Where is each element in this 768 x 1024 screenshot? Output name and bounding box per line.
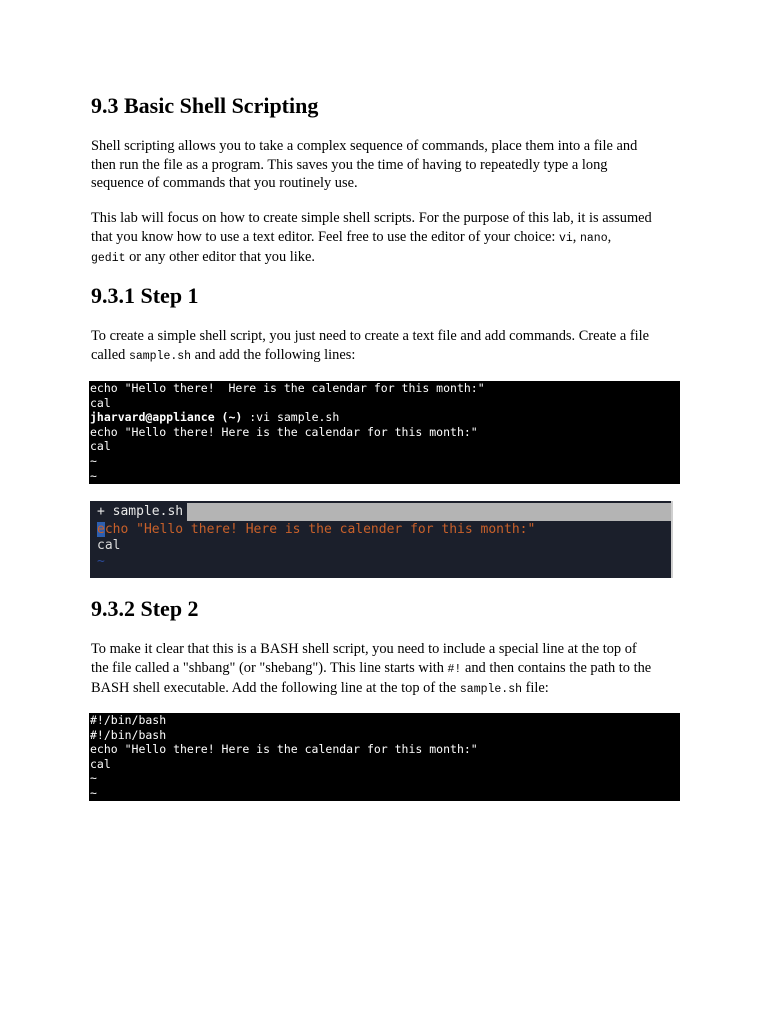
- editor-line: [97, 521, 535, 538]
- intro-paragraph: [91, 137, 681, 193]
- code-filename: sample.sh: [459, 683, 523, 696]
- terminal-line: cal: [90, 756, 111, 771]
- paragraph-line: To make it clear that this is a BASH shell script, you need to include a special line at the top of: [91, 641, 637, 657]
- editor-screenshot: [90, 501, 673, 578]
- terminal-line: echo "Hello there! Here is the calendar for this month:": [90, 742, 478, 757]
- intro-line: Shell scripting allows you to take a complex sequence of commands, place them into a file and: [91, 138, 638, 154]
- text-run: ,: [572, 228, 580, 245]
- paragraph-line: To create a simple shell script, you just need to create a text file and add commands. Create a file: [91, 328, 650, 344]
- paragraph-line: [91, 228, 681, 249]
- code-filename: sample.sh: [128, 349, 192, 363]
- terminal-line: [90, 410, 680, 425]
- section-heading: 9.3 Basic Shell Scripting: [91, 93, 319, 118]
- paragraph-line: This lab will focus on how to create simple shell scripts. For the purpose of this lab, it is assumed: [91, 210, 652, 226]
- terminal-line: cal: [90, 395, 111, 410]
- text-run: file:: [522, 680, 549, 696]
- text-run: and add the following lines:: [191, 346, 356, 363]
- paragraph-line: [91, 248, 681, 269]
- terminal-line: ~: [90, 468, 97, 483]
- step2-paragraph: [91, 640, 681, 700]
- terminal-line: ~: [90, 771, 97, 786]
- editor-tab: + sample.sh: [90, 503, 187, 521]
- text-run: that you know how to use a text editor. Feel free to use the editor of your choice:: [91, 228, 559, 245]
- text-run: BASH shell executable. Add the following line at the top of the: [91, 680, 460, 696]
- terminal-line: #!/bin/bash: [90, 727, 167, 742]
- text-run: ,: [607, 228, 612, 245]
- paragraph-line: [91, 346, 681, 367]
- editor-paragraph: [91, 209, 681, 269]
- shell-prompt: jharvard@appliance (~): [90, 410, 243, 425]
- shell-command: :vi sample.sh: [242, 410, 340, 425]
- text-run: the file called a "shbang" (or "shebang"). This line starts with: [91, 659, 448, 676]
- paragraph-line: [91, 679, 681, 700]
- terminal-line: ~: [90, 785, 97, 800]
- step1-heading: 9.3.1 Step 1: [91, 283, 199, 308]
- code-vi: vi: [558, 231, 573, 245]
- terminal-line: echo "Hello there! Here is the calendar for this month:": [90, 424, 478, 439]
- code-shebang: #!: [447, 662, 462, 676]
- terminal-screenshot-step2: [89, 713, 680, 801]
- intro-line: then run the file as a program. This saves you the time of having to repeatedly type a long: [91, 156, 608, 173]
- terminal-line: echo "Hello there! Here is the calendar for this month:": [90, 381, 485, 395]
- step1-paragraph: [91, 327, 681, 366]
- terminal-screenshot-step1: [89, 381, 680, 484]
- text-run: called: [91, 346, 129, 363]
- text-run: and then contains the path to the: [461, 659, 652, 676]
- intro-line: sequence of commands that you routinely use.: [91, 175, 358, 191]
- terminal-line: #!/bin/bash: [90, 713, 167, 727]
- terminal-line: cal: [90, 439, 111, 454]
- text-run: or any other editor that you like.: [125, 249, 315, 265]
- editor-text: cho "Hello there! Here is the calender for this month:": [104, 522, 536, 537]
- editor-tilde: ~: [97, 554, 105, 569]
- code-nano: nano: [580, 231, 608, 245]
- tab-bar-fill: [187, 503, 671, 521]
- step2-heading: 9.3.2 Step 2: [91, 596, 199, 621]
- editor-line: cal: [97, 538, 121, 553]
- editor-tab-bar: [90, 503, 671, 521]
- paragraph-line: [91, 659, 681, 680]
- code-gedit: gedit: [91, 252, 126, 265]
- text-cursor: e: [97, 522, 105, 537]
- terminal-line: ~: [90, 453, 97, 468]
